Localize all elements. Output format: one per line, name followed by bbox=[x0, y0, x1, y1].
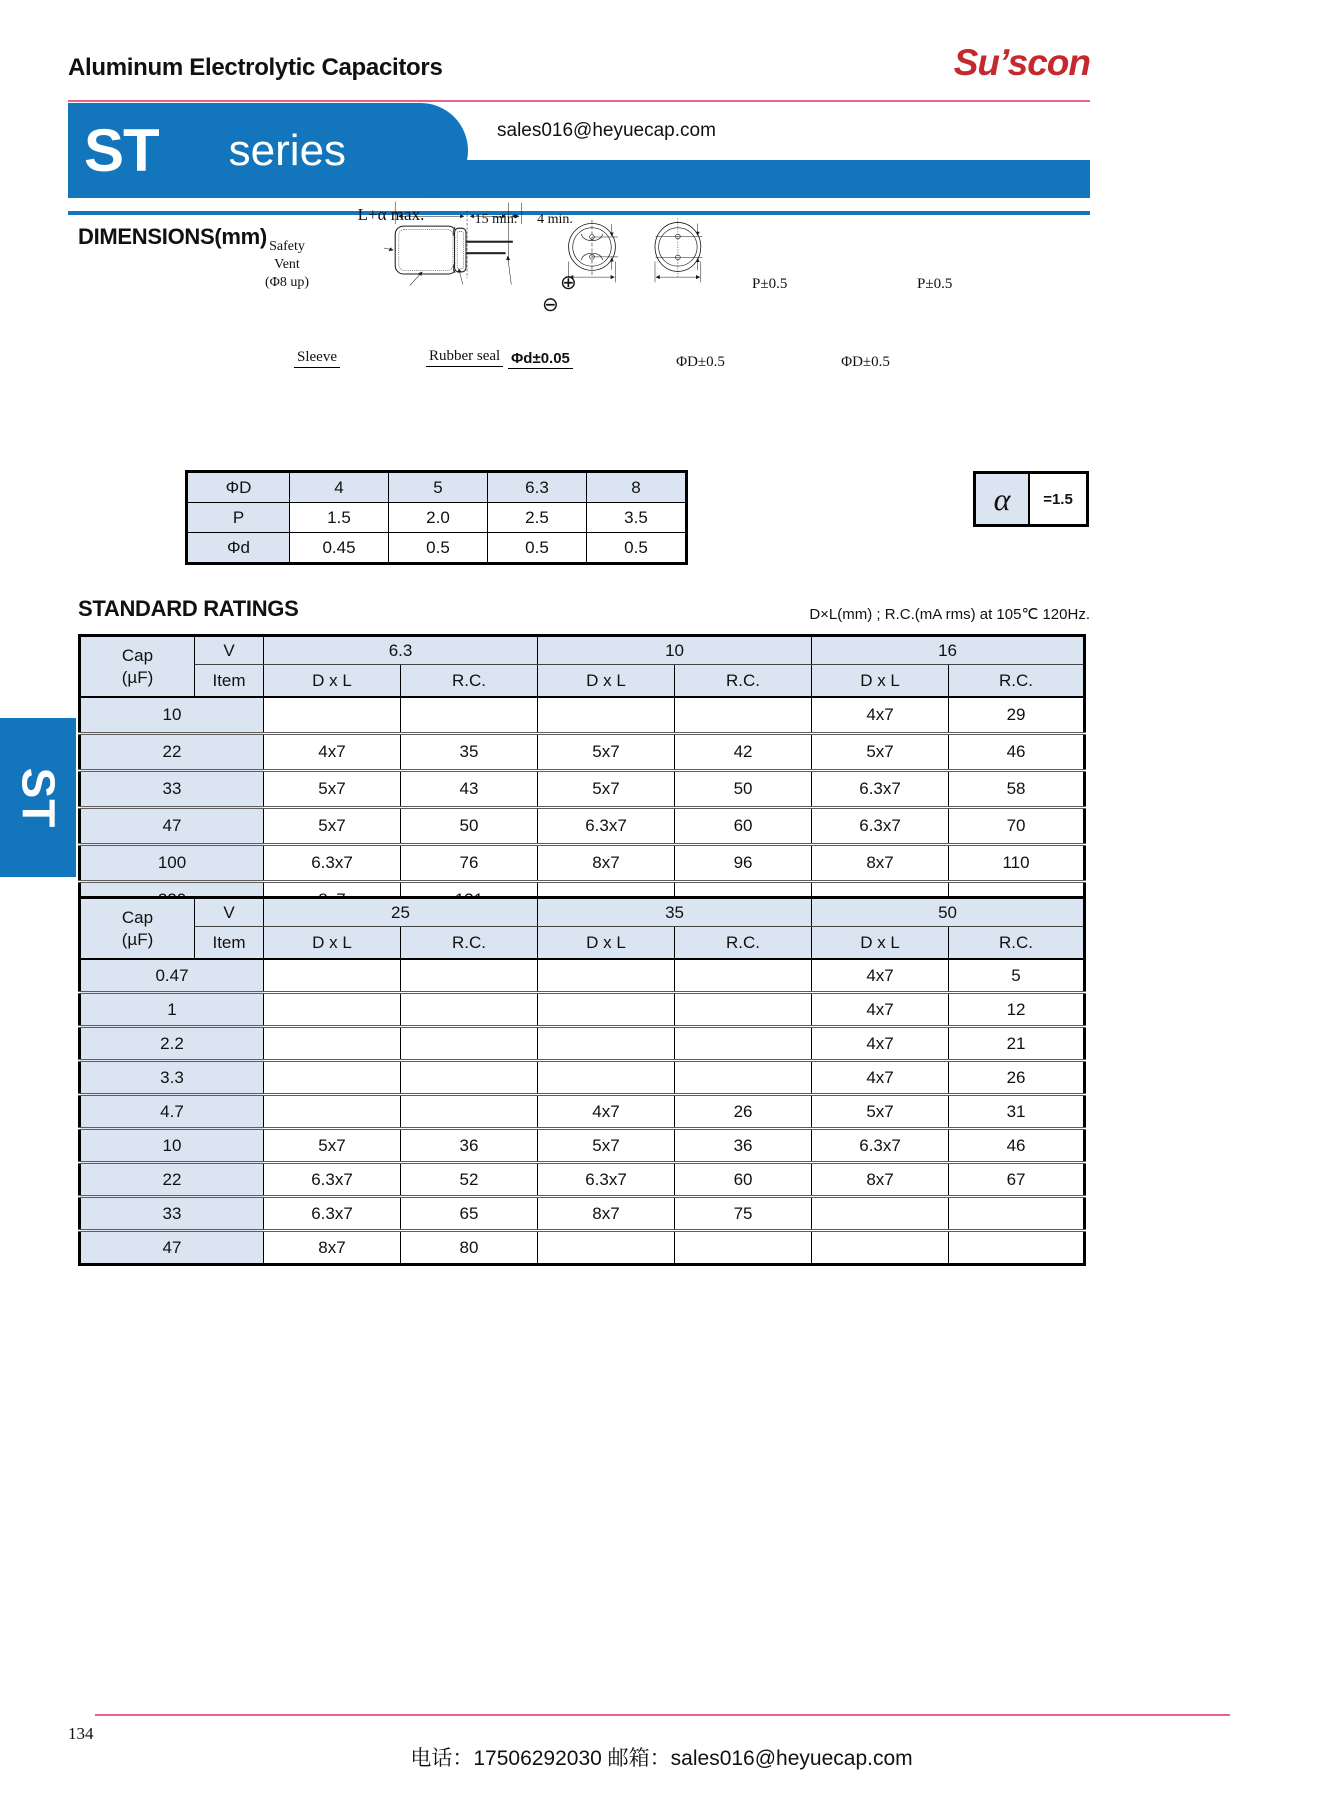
size-table-row bbox=[187, 472, 687, 503]
dxl-cell: 8x7 bbox=[812, 1163, 949, 1197]
ratings-row bbox=[80, 959, 1085, 993]
rubber-seal-label: Rubber seal bbox=[426, 348, 503, 367]
alpha-note-box bbox=[973, 471, 1089, 527]
cap-label: Cap bbox=[121, 908, 154, 928]
body-diameter-label-b: ΦD±0.5 bbox=[841, 354, 890, 370]
dxl-cell bbox=[538, 993, 675, 1027]
ratings-header-row-2 bbox=[80, 927, 1085, 960]
rc-cell: 35 bbox=[401, 734, 538, 771]
dxl-cell: 6.3x7 bbox=[538, 1163, 675, 1197]
dxl-cell: 6.3x7 bbox=[264, 1197, 401, 1231]
rc-cell: 42 bbox=[675, 734, 812, 771]
size-table-row bbox=[187, 533, 687, 564]
dxl-cell: 8x7 bbox=[264, 1231, 401, 1265]
ratings-table-head bbox=[80, 898, 1085, 960]
standard-ratings-title: STANDARD RATINGS bbox=[78, 596, 299, 621]
dxl-cell: 6.3x7 bbox=[538, 808, 675, 845]
page-title: Aluminum Electrolytic Capacitors bbox=[68, 54, 443, 81]
rc-cell: 26 bbox=[675, 1095, 812, 1129]
ratings-table-body bbox=[80, 959, 1085, 1265]
brand-logo: Su’scon bbox=[953, 42, 1090, 83]
cap-value-cell: 33 bbox=[80, 1197, 264, 1231]
rc-cell: 46 bbox=[949, 1129, 1085, 1163]
dxl-cell bbox=[264, 1095, 401, 1129]
rc-cell: 52 bbox=[401, 1163, 538, 1197]
size-value-cell: Φd bbox=[187, 533, 290, 564]
ratings-header-row-1 bbox=[80, 898, 1085, 927]
rc-header: R.C. bbox=[949, 665, 1085, 698]
dxl-cell bbox=[538, 1027, 675, 1061]
size-header-cell: 4 bbox=[290, 472, 389, 503]
dxl-cell: 8x7 bbox=[538, 1197, 675, 1231]
cap-value-cell: 1 bbox=[80, 993, 264, 1027]
rc-cell bbox=[401, 697, 538, 734]
size-header-cell: 8 bbox=[587, 472, 687, 503]
voltage-header: 10 bbox=[538, 636, 812, 665]
voltage-header: 25 bbox=[264, 898, 538, 927]
rc-cell bbox=[675, 1061, 812, 1095]
dxl-header: D x L bbox=[264, 665, 401, 698]
cap-value-cell: 33 bbox=[80, 771, 264, 808]
ratings-table-low-voltage bbox=[78, 634, 1086, 920]
cap-header-cell bbox=[80, 636, 195, 698]
dxl-cell: 5x7 bbox=[812, 734, 949, 771]
rc-cell bbox=[675, 993, 812, 1027]
negative-lead bbox=[466, 252, 506, 254]
rc-cell: 21 bbox=[949, 1027, 1085, 1061]
rc-cell: 36 bbox=[401, 1129, 538, 1163]
series-banner bbox=[68, 103, 468, 198]
ratings-table-2-wrap bbox=[78, 896, 1086, 1266]
ratings-table-body bbox=[80, 697, 1085, 919]
footer-rule bbox=[95, 1714, 1230, 1716]
rubber-seal-part bbox=[455, 228, 466, 272]
cap-value-cell: 22 bbox=[80, 734, 264, 771]
dxl-cell bbox=[538, 697, 675, 734]
dxl-cell: 8x7 bbox=[538, 845, 675, 882]
item-label-cell: Item bbox=[195, 665, 264, 698]
ratings-row bbox=[80, 1095, 1085, 1129]
series-code: ST bbox=[84, 117, 159, 184]
dxl-cell: 5x7 bbox=[264, 771, 401, 808]
cap-value-cell: 10 bbox=[80, 697, 264, 734]
rc-cell: 65 bbox=[401, 1197, 538, 1231]
series-banner-bar bbox=[400, 160, 1090, 198]
size-header-cell: 5 bbox=[389, 472, 488, 503]
rc-header: R.C. bbox=[675, 927, 812, 960]
dxl-cell: 5x7 bbox=[538, 1129, 675, 1163]
plus-polarity-icon: ⊕ bbox=[560, 272, 577, 294]
ratings-row bbox=[80, 1197, 1085, 1231]
dxl-cell: 4x7 bbox=[538, 1095, 675, 1129]
dxl-cell bbox=[812, 1197, 949, 1231]
ratings-row bbox=[80, 808, 1085, 845]
dxl-cell bbox=[264, 697, 401, 734]
rc-cell: 76 bbox=[401, 845, 538, 882]
dxl-header: D x L bbox=[264, 927, 401, 960]
cap-value-cell: 47 bbox=[80, 1231, 264, 1265]
pitch-label-a: P±0.5 bbox=[752, 276, 788, 292]
dimension-size-table-body bbox=[187, 472, 687, 564]
size-value-cell: 3.5 bbox=[587, 503, 687, 533]
rc-cell: 96 bbox=[675, 845, 812, 882]
dimension-diagram bbox=[240, 198, 970, 413]
dxl-cell: 4x7 bbox=[812, 1027, 949, 1061]
cap-value-cell: 22 bbox=[80, 1163, 264, 1197]
rc-cell: 80 bbox=[401, 1231, 538, 1265]
alpha-symbol: α bbox=[976, 474, 1030, 524]
rc-cell: 58 bbox=[949, 771, 1085, 808]
dxl-cell bbox=[538, 1231, 675, 1265]
dxl-cell: 5x7 bbox=[264, 808, 401, 845]
ratings-table-high-voltage bbox=[78, 896, 1086, 1266]
voltage-header: 35 bbox=[538, 898, 812, 927]
cap-header-cell bbox=[80, 898, 195, 960]
alpha-value: =1.5 bbox=[1043, 490, 1073, 508]
voltage-axis-label: V bbox=[195, 636, 264, 665]
rc-header: R.C. bbox=[401, 665, 538, 698]
positive-lead bbox=[466, 241, 513, 243]
dxl-cell: 6.3x7 bbox=[264, 845, 401, 882]
ratings-row bbox=[80, 993, 1085, 1027]
dxl-cell bbox=[264, 959, 401, 993]
size-table-row bbox=[187, 503, 687, 533]
ratings-row bbox=[80, 771, 1085, 808]
tip-min-label: 4 min. bbox=[537, 212, 573, 227]
cap-value-cell: 0.47 bbox=[80, 959, 264, 993]
pitch-label-b: P±0.5 bbox=[917, 276, 953, 292]
standard-ratings-note: D×L(mm) ; R.C.(mA rms) at 105℃ 120Hz. bbox=[809, 606, 1090, 623]
rc-header: R.C. bbox=[675, 665, 812, 698]
size-value-cell: 0.45 bbox=[290, 533, 389, 564]
rc-cell bbox=[401, 993, 538, 1027]
rc-cell: 29 bbox=[949, 697, 1085, 734]
dxl-cell: 4x7 bbox=[812, 697, 949, 734]
rc-cell: 60 bbox=[675, 1163, 812, 1197]
dxl-header: D x L bbox=[538, 927, 675, 960]
rc-cell: 31 bbox=[949, 1095, 1085, 1129]
dxl-cell bbox=[264, 1061, 401, 1095]
dxl-header: D x L bbox=[812, 665, 949, 698]
ratings-row bbox=[80, 1163, 1085, 1197]
capacitor-body bbox=[395, 226, 513, 274]
dxl-header: D x L bbox=[812, 927, 949, 960]
rc-cell bbox=[401, 1095, 538, 1129]
dxl-cell: 8x7 bbox=[812, 845, 949, 882]
dimension-size-table bbox=[185, 470, 688, 565]
length-max-label: L+α max. bbox=[357, 205, 425, 224]
side-tab-label: ST bbox=[12, 767, 64, 828]
size-value-cell: 2.0 bbox=[389, 503, 488, 533]
cap-value-cell: 3.3 bbox=[80, 1061, 264, 1095]
dxl-cell: 5x7 bbox=[812, 1095, 949, 1129]
footer-contact: 电话：17506292030 邮箱：sales016@heyuecap.com bbox=[410, 1747, 913, 1770]
rc-header: R.C. bbox=[401, 927, 538, 960]
rc-cell: 5 bbox=[949, 959, 1085, 993]
ratings-row bbox=[80, 697, 1085, 734]
dxl-header: D x L bbox=[538, 665, 675, 698]
ratings-row bbox=[80, 734, 1085, 771]
rc-cell bbox=[401, 1027, 538, 1061]
rc-cell: 36 bbox=[675, 1129, 812, 1163]
rc-cell bbox=[949, 1197, 1085, 1231]
cap-value-cell: 2.2 bbox=[80, 1027, 264, 1061]
rc-cell: 50 bbox=[401, 808, 538, 845]
ratings-table-head bbox=[80, 636, 1085, 698]
rc-cell bbox=[401, 959, 538, 993]
dxl-cell: 6.3x7 bbox=[812, 771, 949, 808]
rc-cell bbox=[675, 697, 812, 734]
ratings-row bbox=[80, 845, 1085, 882]
bottom-view-b bbox=[655, 218, 702, 282]
dxl-cell: 6.3x7 bbox=[264, 1163, 401, 1197]
dxl-cell: 4x7 bbox=[264, 734, 401, 771]
dxl-cell bbox=[538, 959, 675, 993]
ratings-header-row-1 bbox=[80, 636, 1085, 665]
rc-cell: 43 bbox=[401, 771, 538, 808]
safety-vent-line3: (Φ8 up) bbox=[264, 275, 310, 291]
rc-cell bbox=[675, 1231, 812, 1265]
rc-cell bbox=[675, 959, 812, 993]
size-value-cell: 0.5 bbox=[587, 533, 687, 564]
ratings-row bbox=[80, 1129, 1085, 1163]
contact-email: sales016@heyuecap.com bbox=[497, 120, 716, 141]
dxl-cell bbox=[538, 1061, 675, 1095]
cap-value-cell: 100 bbox=[80, 845, 264, 882]
dxl-cell: 6.3x7 bbox=[812, 808, 949, 845]
size-value-cell: 2.5 bbox=[488, 503, 587, 533]
dxl-cell: 4x7 bbox=[812, 959, 949, 993]
rc-cell: 75 bbox=[675, 1197, 812, 1231]
cap-value-cell: 4.7 bbox=[80, 1095, 264, 1129]
minus-polarity-icon: ⊖ bbox=[542, 294, 559, 316]
lead-diameter-label: Φd±0.05 bbox=[508, 350, 573, 369]
safety-vent-line2: Vent bbox=[274, 257, 300, 273]
size-value-cell: 0.5 bbox=[389, 533, 488, 564]
page-number: 134 bbox=[68, 1724, 94, 1743]
size-header-cell: ΦD bbox=[187, 472, 290, 503]
rc-cell: 60 bbox=[675, 808, 812, 845]
voltage-axis-label: V bbox=[195, 898, 264, 927]
size-value-cell: 0.5 bbox=[488, 533, 587, 564]
size-header-cell: 6.3 bbox=[488, 472, 587, 503]
voltage-header: 16 bbox=[812, 636, 1085, 665]
dxl-cell bbox=[264, 1027, 401, 1061]
ratings-row bbox=[80, 1231, 1085, 1265]
cap-value-cell: 47 bbox=[80, 808, 264, 845]
series-word: series bbox=[228, 125, 347, 175]
voltage-header: 6.3 bbox=[264, 636, 538, 665]
dxl-cell: 5x7 bbox=[538, 734, 675, 771]
cap-unit: (µF) bbox=[121, 929, 154, 949]
ratings-row bbox=[80, 1027, 1085, 1061]
header-rule bbox=[68, 100, 1090, 102]
safety-vent-line1: Safety bbox=[269, 239, 305, 254]
size-value-cell: 1.5 bbox=[290, 503, 389, 533]
rc-cell: 12 bbox=[949, 993, 1085, 1027]
rc-cell: 50 bbox=[675, 771, 812, 808]
rc-cell bbox=[949, 1231, 1085, 1265]
rc-cell bbox=[401, 1061, 538, 1095]
ratings-row bbox=[80, 1061, 1085, 1095]
rc-cell bbox=[675, 1027, 812, 1061]
dimensions-title: DIMENSIONS(mm) bbox=[78, 224, 267, 249]
rc-cell: 110 bbox=[949, 845, 1085, 882]
dxl-cell: 5x7 bbox=[264, 1129, 401, 1163]
cap-unit: (µF) bbox=[121, 667, 154, 687]
cap-value-cell: 10 bbox=[80, 1129, 264, 1163]
rc-cell: 46 bbox=[949, 734, 1085, 771]
item-label-cell: Item bbox=[195, 927, 264, 960]
rc-cell: 26 bbox=[949, 1061, 1085, 1095]
size-value-cell: P bbox=[187, 503, 290, 533]
dxl-cell: 4x7 bbox=[812, 993, 949, 1027]
side-tab-series bbox=[0, 718, 76, 877]
dxl-cell: 4x7 bbox=[812, 1061, 949, 1095]
dxl-cell: 6.3x7 bbox=[812, 1129, 949, 1163]
ratings-header-row-2 bbox=[80, 665, 1085, 698]
dxl-cell bbox=[264, 993, 401, 1027]
voltage-header: 50 bbox=[812, 898, 1085, 927]
rc-cell: 70 bbox=[949, 808, 1085, 845]
safety-vent-label bbox=[248, 238, 326, 293]
cap-label: Cap bbox=[121, 646, 154, 666]
dxl-cell bbox=[812, 1231, 949, 1265]
sleeve-label: Sleeve bbox=[294, 349, 340, 368]
dxl-cell: 5x7 bbox=[538, 771, 675, 808]
ratings-table-1-wrap bbox=[78, 634, 1086, 920]
lead-min-label: 15 min. bbox=[474, 212, 518, 227]
rc-header: R.C. bbox=[949, 927, 1085, 960]
body-diameter-label-a: ΦD±0.5 bbox=[676, 354, 725, 370]
rc-cell: 67 bbox=[949, 1163, 1085, 1197]
